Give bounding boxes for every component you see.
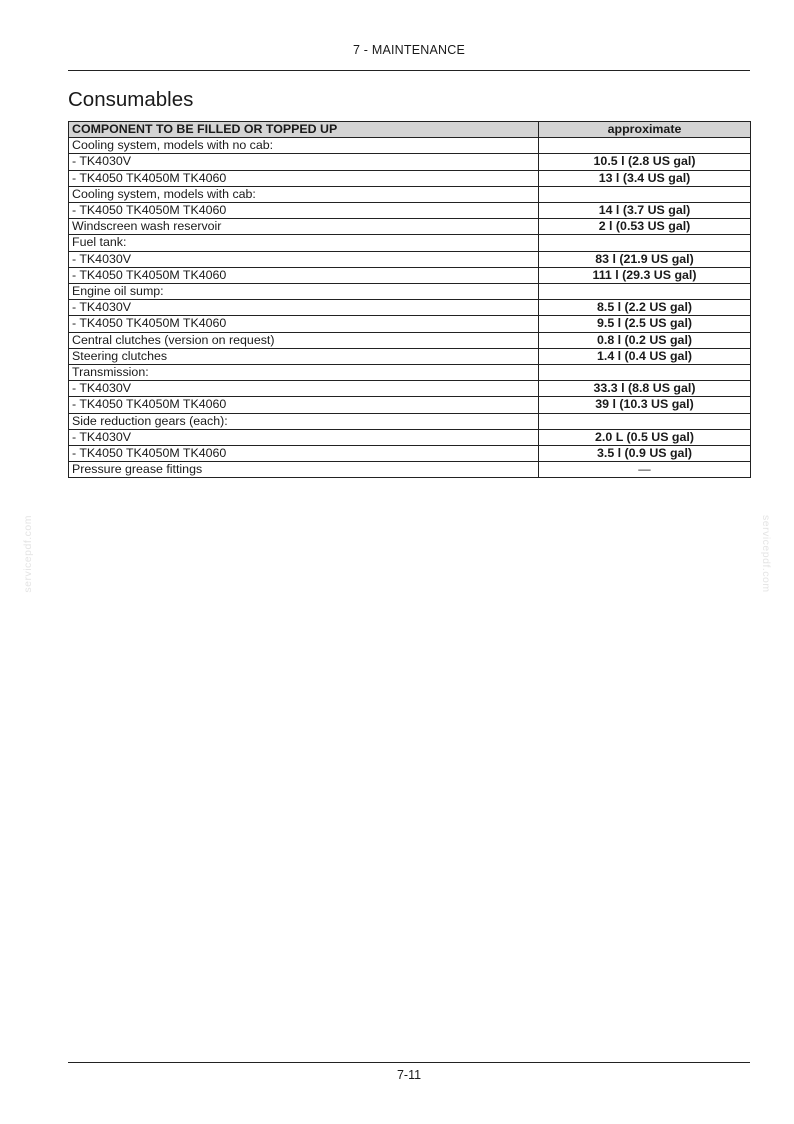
consumables-table (68, 121, 751, 478)
quantity-cell (539, 235, 751, 251)
component-cell: Windscreen wash reservoir (69, 219, 539, 235)
table-row (69, 365, 751, 381)
column-header-approximate: approximate (539, 122, 751, 138)
table-row (69, 381, 751, 397)
quantity-cell: 33.3 l (8.8 US gal) (539, 381, 751, 397)
quantity-cell: 111 l (29.3 US gal) (539, 267, 751, 283)
running-header: 7 - MAINTENANCE (352, 43, 466, 57)
component-cell: Fuel tank: (69, 235, 539, 251)
table-row (69, 154, 751, 170)
quantity-cell: 3.5 l (0.9 US gal) (539, 446, 751, 462)
quantity-cell: 8.5 l (2.2 US gal) (539, 300, 751, 316)
quantity-cell: 2.0 L (0.5 US gal) (539, 429, 751, 445)
footer-rule (68, 1062, 750, 1063)
quantity-cell: 13 l (3.4 US gal) (539, 170, 751, 186)
table-row (69, 170, 751, 186)
component-cell: Pressure grease fittings (69, 462, 539, 478)
component-cell: Engine oil sump: (69, 284, 539, 300)
table-row (69, 413, 751, 429)
table-row (69, 251, 751, 267)
table-row (69, 138, 751, 154)
table-row (69, 316, 751, 332)
watermark-left: servicepdf.com (22, 515, 34, 593)
quantity-cell: 9.5 l (2.5 US gal) (539, 316, 751, 332)
component-cell: Cooling system, models with no cab: (69, 138, 539, 154)
component-cell: - TK4030V (69, 154, 539, 170)
component-cell: - TK4030V (69, 300, 539, 316)
table-row (69, 429, 751, 445)
page-number: 7-11 (396, 1068, 422, 1082)
quantity-cell: — (539, 462, 751, 478)
component-cell: - TK4050 TK4050M TK4060 (69, 316, 539, 332)
table-row (69, 284, 751, 300)
quantity-cell: 14 l (3.7 US gal) (539, 203, 751, 219)
quantity-cell: 39 l (10.3 US gal) (539, 397, 751, 413)
component-cell: - TK4030V (69, 251, 539, 267)
table-row (69, 219, 751, 235)
table-row (69, 300, 751, 316)
table-row (69, 186, 751, 202)
component-cell: - TK4030V (69, 429, 539, 445)
component-cell: - TK4050 TK4050M TK4060 (69, 203, 539, 219)
quantity-cell (539, 284, 751, 300)
quantity-cell: 0.8 l (0.2 US gal) (539, 332, 751, 348)
table-header-row (69, 122, 751, 138)
watermark-right: servicepdf.com (760, 515, 772, 593)
component-cell: Steering clutches (69, 348, 539, 364)
section-title: Consumables (68, 88, 194, 111)
table-row (69, 332, 751, 348)
table-row (69, 462, 751, 478)
quantity-cell (539, 138, 751, 154)
quantity-cell (539, 365, 751, 381)
quantity-cell: 83 l (21.9 US gal) (539, 251, 751, 267)
header-rule (68, 70, 750, 71)
table-row (69, 235, 751, 251)
quantity-cell: 2 l (0.53 US gal) (539, 219, 751, 235)
table-row (69, 348, 751, 364)
quantity-cell (539, 413, 751, 429)
table-row (69, 446, 751, 462)
component-cell: Side reduction gears (each): (69, 413, 539, 429)
column-header-component: COMPONENT TO BE FILLED OR TOPPED UP (69, 122, 539, 138)
quantity-cell: 10.5 l (2.8 US gal) (539, 154, 751, 170)
component-cell: - TK4030V (69, 381, 539, 397)
table-row (69, 267, 751, 283)
component-cell: - TK4050 TK4050M TK4060 (69, 446, 539, 462)
component-cell: Central clutches (version on request) (69, 332, 539, 348)
table-row (69, 203, 751, 219)
component-cell: - TK4050 TK4050M TK4060 (69, 397, 539, 413)
component-cell: - TK4050 TK4050M TK4060 (69, 170, 539, 186)
quantity-cell: 1.4 l (0.4 US gal) (539, 348, 751, 364)
component-cell: Cooling system, models with cab: (69, 186, 539, 202)
quantity-cell (539, 186, 751, 202)
component-cell: Transmission: (69, 365, 539, 381)
table-row (69, 397, 751, 413)
component-cell: - TK4050 TK4050M TK4060 (69, 267, 539, 283)
